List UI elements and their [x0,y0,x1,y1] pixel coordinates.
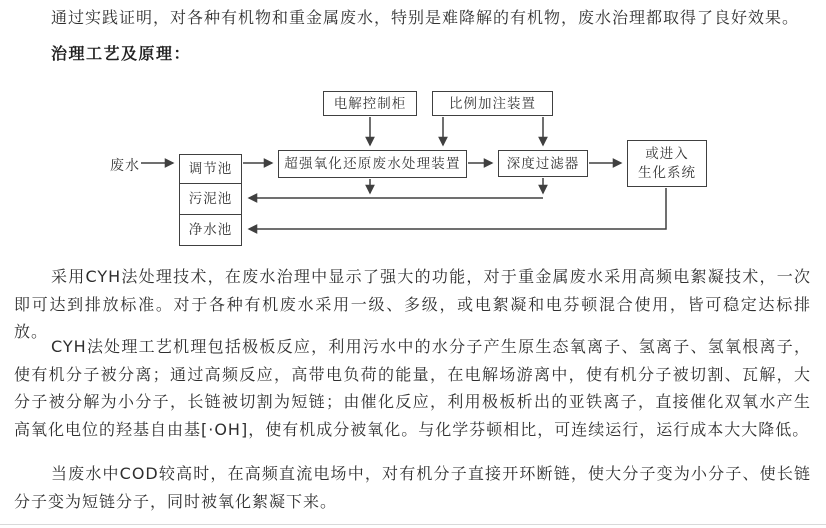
wastewater-inlet-label: 废水 [110,158,140,174]
flow-box-label: 调节池 [188,161,233,177]
flow-box-label: 比例加注装置 [449,95,536,112]
paragraph-intro: 通过实践证明，对各种有机物和重金属废水，特别是难降解的有机物，废水治理都取得了良好效果。 [51,8,800,27]
flow-box-label: 净水池 [188,222,233,238]
page-bottom-rule [0,524,826,525]
section-heading: 治理工艺及原理： [51,44,192,63]
flow-box-label: 电解控制柜 [333,95,407,112]
flow-box-electrolysis-control-cabinet [323,91,417,116]
flow-box-sludge-tank [179,183,242,216]
flow-box-label: 超强氧化还原废水处理装置 [284,156,461,172]
paragraph-cod-treatment: 当废水中COD较高时，在高频直流电场中，对有机分子直接开环断链，使大分子变为小分子、使长链分子变为短链分子，同时被氧化絮凝下来。 [14,464,811,511]
flow-box-label: 深度过滤器 [506,155,580,172]
paragraph-cyh-mechanism: CYH法处理工艺机理包括极板反应，利用污水中的水分子产生原生态氧离子、氢离子、氢氧根离子，使有机分子被分离；通过高频反应，高带电负荷的能量，在电解场游离中，使有机分子被切割、瓦解，大分子被分解为小分子，长链被切割为短链；由催化反应，利用极板析出的亚铁离子，直接催化双氧水产生高氧化电位的羟基自由基[·OH]，使有机成分被氧化。与化学芬顿相比，可连续运行，运行成本大大降低。 [14,337,811,439]
paragraph-cyh-application: 采用CYH法处理技术，在废水治理中显示了强大的功能，对于重金属废水采用高频电絮凝技术，一次即可达到排放标准。对于各种有机废水采用一级、多级，或电絮凝和电芬顿混合使用，皆可稳定达标排放。 [14,267,811,341]
flow-box-deep-filter [498,150,588,177]
flow-box-clean-water-tank [179,214,242,246]
flow-box-regulating-tank [179,154,242,184]
flow-box-proportional-dosing-device [432,91,553,116]
arrow-bio-system-to-clean-tank [249,188,666,229]
flow-box-bio-system [627,140,707,187]
flow-box-oxidation-reduction-unit [278,150,467,178]
process-flow-diagram [0,85,826,255]
flow-box-label: 污泥池 [188,191,233,207]
flow-box-label-line2: 生化系统 [638,164,696,181]
flow-box-label-line1: 或进入 [645,145,689,162]
